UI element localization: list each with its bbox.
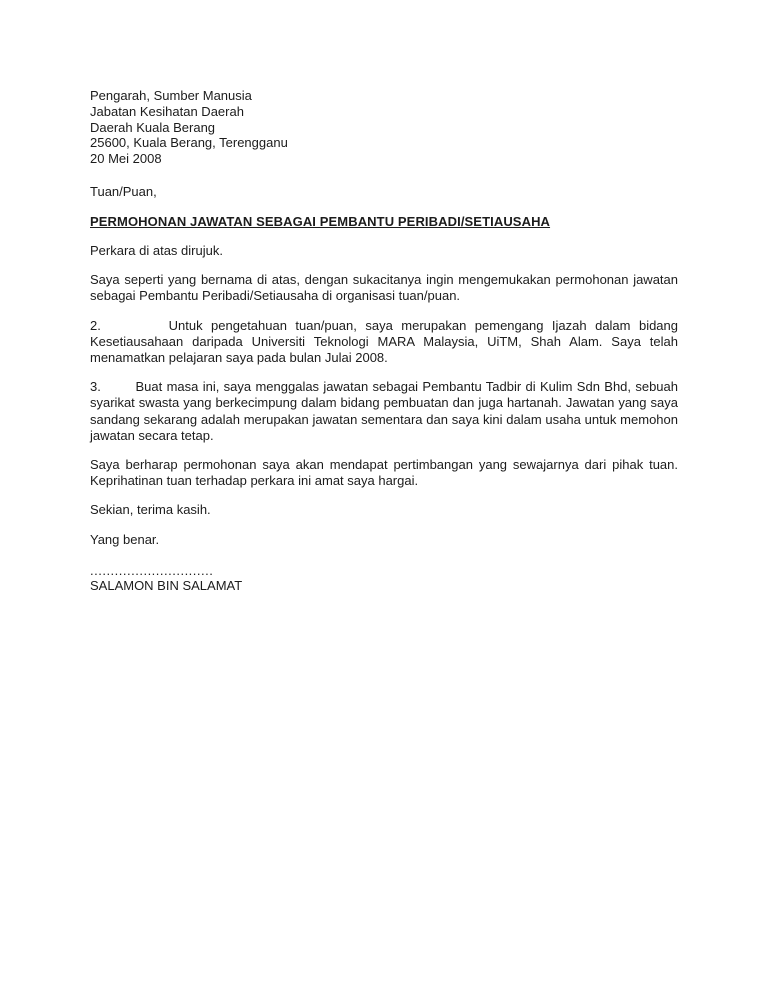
paragraph-closing: Yang benar. bbox=[90, 531, 160, 547]
paragraph-thanks: Sekian, terima kasih. bbox=[90, 502, 211, 518]
signature-dotted-line: .............................. bbox=[90, 562, 214, 578]
paragraph-reference: Perkara di atas dirujuk. bbox=[90, 242, 223, 258]
paragraph-hope: Saya berharap permohonan saya akan mendapat pertimbangan yang sewajarnya dari pihak tuan. Keprihatinan tuan terhadap perkara ini amat saya hargai. bbox=[90, 457, 678, 489]
signature-block bbox=[90, 563, 678, 593]
letter-date: 20 Mei 2008 bbox=[90, 151, 162, 167]
subject-line: PERMOHONAN JAWATAN SEBAGAI PEMBANTU PERIBADI/SETIAUSAHA bbox=[90, 213, 551, 229]
signature-name: SALAMON BIN SALAMAT bbox=[90, 577, 243, 593]
sender-address-block bbox=[90, 88, 678, 167]
salutation: Tuan/Puan, bbox=[90, 183, 157, 199]
recipient-address: 25600, Kuala Berang, Terengganu bbox=[90, 135, 288, 151]
paragraph-current-job: 3. Buat masa ini, saya menggalas jawatan sebagai Pembantu Tadbir di Kulim Sdn Bhd, sebuah syarikat swasta yang berkecimpung dalam bidang pembuatan dan juga hartanah. Jawatan yang saya sandang sekarang adalah merupakan jawatan sementara dan saya kini dalam usaha untuk memohon jawatan secara tetap. bbox=[90, 379, 678, 443]
recipient-district: Daerah Kuala Berang bbox=[90, 119, 216, 135]
recipient-department: Jabatan Kesihatan Daerah bbox=[90, 103, 244, 119]
paragraph-intro: Saya seperti yang bernama di atas, dengan sukacitanya ingin mengemukakan permohonan jawatan sebagai Pembantu Peribadi/Setiausaha di organisasi tuan/puan. bbox=[90, 272, 678, 304]
paragraph-qualification: 2. Untuk pengetahuan tuan/puan, saya merupakan pemengang Ijazah dalam bidang Kesetiausahaan daripada Universiti Teknologi MARA Malaysia, UiTM, Shah Alam. Saya telah menamatkan pelajaran saya pada bulan Julai 2008. bbox=[90, 317, 678, 365]
recipient-title: Pengarah, Sumber Manusia bbox=[90, 88, 252, 103]
